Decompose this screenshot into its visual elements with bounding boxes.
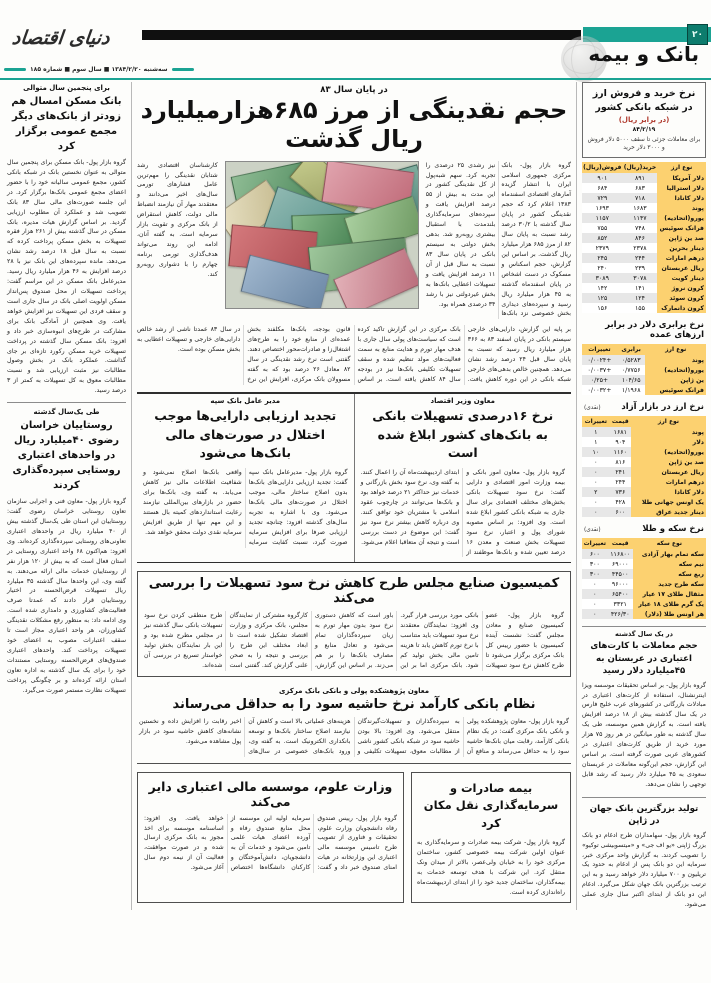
price-value: ۴۲۶/۳۰ [608,609,633,619]
story-bank-maskan [7,84,126,396]
change-value: ۰ [582,497,610,507]
currency-name: یک اونس جهانی طلا [631,497,706,507]
coin-name: ربع سکه [633,569,706,579]
story-body: گروه بازار پول- معاون پژوهشکده پولی و بانکی بانک مرکزی گفت: در یک نظام بانکی کارآمد، رقابت میان بانک‌ها حاشیه سود را به حداقل می‌رساند و منافع آن به سپرده‌گذاران و تسهیلات‌گیرندگان منتقل می‌شود. وی افزود: بالا بودن حاشیه سود در شبکه بانکی کشور ناشی از مطالبات معوق، تسهیلات تکلیفی و هزینه‌های عملیاتی بالا است و کاهش آن نیازمند اصلاح ساختار بانک‌ها و توسعه بانکداری الکترونیک است. به گفته وی، ورود بانک‌های خصوصی در سال‌های اخیر رقابت را افزایش داده و نخستین نشانه‌های کاهش حاشیه سود در بازار پول مشاهده می‌شود. [139,717,569,755]
lead-body-side: کارشناسان اقتصادی رشد شتابان نقدینگی را مهم‌ترین عامل فشارهای تورمی سال‌های اخیر می‌دانند و معتقدند مهار آن نیازمند انضباط مالی دولت، کاهش استقراض از بانک مرکزی و تقویت بازار سرمایه است. به گفته آنان، ادامه این روند می‌تواند هدف‌گذاری تورمی برنامه چهارم را با دشواری روبه‌رو کند. [137,161,218,278]
buy-value: ۶۸۳ [623,183,658,193]
lead-kicker: در پایان سال ۸۳ [320,85,388,95]
currency-name: درهم امارات [657,253,706,263]
currency-name: پوند [657,203,706,213]
change-value: ۰ [582,589,608,599]
column-header: نوع ارز [631,416,706,427]
sell-value: ۱۲۵ [582,293,623,303]
story-kicker: معاون پژوهشکده پولی و بانکی بانک مرکزی [278,686,430,695]
paired-stories [137,392,571,564]
story-headline: بانک مسکن امسال هم زودتر از بانک‌های دیگر مجمع عمومی برگزار کرد [11,96,122,152]
lead-body-main: گروه بازار پول- بانک مرکزی جمهوری اسلامی ایران با انتشار گزیده آمارهای اقتصادی اسفندماه ۱۳۸۳ اعلام کرد که حجم نقدینگی کشور در پایان سال گذشته با ۳۰/۲ درصد رشد نسبت به پایان سال ۸۲ از مرز ۶۸۵ هزار میلیارد ریال گذشت. بر اساس این گزارش، حجم اسکناس و مسکوک در دست اشخاص در پایان اسفندماه گذشته به ۴۵ هزار میلیارد ریال رسید و سپرده‌های دیداری بخش خصوصی نزد بانک‌ها نیز رشدی ۲۵ درصدی را تجربه کرد. سهم شبه‌پول از کل نقدینگی کشور در این مدت به بیش از ۵۵ درصد افزایش یافت و سپرده‌های سرمایه‌گذاری بلندمدت با استقبال بیشتری روبه‌رو شد. بدهی بخش دولتی به سیستم بانکی در پایان سال ۸۳ نسبت به سال قبل از آن ۱۱ درصد افزایش یافت و تسهیلات اعطایی بانک‌ها به بخش غیردولتی نیز با رشد ۳۴ درصدی همراه بود. [425,161,572,318]
coin-name: سکه طرح جدید [633,579,706,589]
story-headline: نظام بانکی کارآمد نرخ حاشیه سود را به حداقل می‌رساند [172,696,536,712]
story-body: گروه بازار پول- معاون فنی و اجرایی سازمان تعاون روستایی خراسان رضوی گفت: روستاییان این استان طی یک‌سال گذشته بیش از ۴۰ میلیارد ریال در واحدهای اعتباری تعاونی‌های روستایی سپرده‌گذاری کرده‌اند. وی افزود: هم‌اکنون ۶۸ واحد اعتباری روستایی در استان فعال است که به بیش از ۱۲۰ هزار نفر از روستاییان خدمات مالی ارائه می‌دهند. به گفته وی، این واحدها سال گذشته ۳۵ میلیارد ریال تسهیلات قرض‌الحسنه در اختیار روستاییان قرار دادند که عمدتا صرف فعالیت‌های کشاورزی و دامداری شده است. وی ادامه داد: به منظور رفع مشکلات نقدینگی کشاورزان، هر واحد اعتباری مجاز است تا سقف اعتبارات مصوب به اعضای خود تسهیلات پرداخت کند. واحدهای اعتباری صندوق‌های قرض‌الحسنه روستایی مستندات خود را برای یک سال گذشته به اداره تعاون استان ارائه کرده‌اند و بر چگونگی پرداخت تسهیلات نظارت مستمر صورت می‌گیرد. [7,498,126,694]
story-khorasan-rural [7,402,126,695]
story-kicker: مدیر عامل بانک سپه [210,396,281,405]
currency-name: صد ین ژاپن [657,233,706,243]
price-value: ۶۵۴۰۰ [608,589,633,599]
currency-name: دلار آمریکا [657,173,706,183]
buy-value: ۳۰۷۸ [623,273,658,283]
table-row [582,193,706,203]
currency-box-subtitle: (در برابر ریال) [618,115,670,124]
story-science-ministry [137,772,404,903]
currency-box-note: برای معاملات جزئی تا سقف ۵۰۰۰ دلار فروش و ۳۰۰۰ دلار خرید [587,136,701,152]
story-headline: بیمه صادرات و سرمایه‌گذاری نقل مکان کرد [423,780,559,831]
table-row [582,173,706,183]
table-title-tag: (نقدی) [584,527,601,534]
column-header: نوع ارز [657,162,706,173]
table-row [582,233,706,243]
header-rule [0,78,711,80]
currency-name: کرون سوئد [657,293,706,303]
table-row [582,559,706,569]
price-value: ۳۳۲۱ [608,599,633,609]
buy-value: ۲۳۹ [623,263,658,273]
currency-name: دینار جدید عراق [631,507,706,517]
currency-name: دینار کویت [657,273,706,283]
column-header: نوع سکه [633,538,706,549]
column-header: تغییرات [582,416,610,427]
story-kicker: برای پنجمین سال متوالی [23,84,110,92]
table-row [582,263,706,273]
top-teal-band [583,27,711,42]
top-black-band [142,30,581,40]
free-market-table [582,416,706,517]
change-value: +۰/۰۰۳۷ [582,365,617,375]
newspaper-logo: دنیای اقتصاد [10,27,111,49]
buy-value: ۱۶۸۳ [623,203,658,213]
sell-value: ۷۵۵ [582,223,623,233]
lead-headline: حجم نقدینگی از مرز ۶۸۵هزارمیلیارد ریال گذشت [140,96,568,153]
change-value: ۰ [582,477,610,487]
change-value: +۰/۰۰۲۴ [582,355,617,365]
table-row [582,273,706,283]
price-value: ۲۴۴ [610,477,631,487]
currency-name: درهم امارات [631,477,706,487]
buy-value: ۲۳۷۸ [623,243,658,253]
column-header: خرید(ریال) [623,164,657,172]
sell-value: ۸۵۲ [582,233,623,243]
story-research-institute [137,685,571,764]
change-value: +۰/۰۰۳۲ [582,385,617,395]
content-grid [0,80,711,910]
coins-table [582,538,706,619]
currency-name: فرانک سوئیس [657,223,706,233]
coins-table-title [582,524,706,534]
price-value: ۶۹۰۰۰ [608,559,633,569]
currency-name: یورو(اتحادیه) [631,447,706,457]
table-row [582,549,706,559]
currency-sidebar [582,82,706,910]
price-value: ۱۱۶۸۰۰ [608,549,633,559]
change-value: ۱۰ [582,447,610,457]
change-value: ۳۰۰ [582,569,608,579]
parity-value: ۰/۷۷۵۶ [617,365,645,375]
left-column [7,82,126,910]
lead-story [137,85,571,385]
page-number-badge: ۲۰ [687,24,708,45]
currency-name: صد ین ژاپن [631,457,706,467]
banknotes-photo [225,161,419,309]
column-header: نوع ارز [645,344,706,355]
price-value: ۴۴۵۰۰ [608,569,633,579]
coin-name: مثقال طلای ۱۷ عیار [633,589,706,599]
buy-value: ۱۵۵ [623,303,658,313]
table-row [582,303,706,313]
story-body: گروه بازار پول- شرکت بیمه صادرات و سرمایه‌گذاری به عنوان اولین شرکت بیمه خصوصی کشور، ساختمان مرکزی خود را به خیابان ولی‌عصر، بالاتر از میدان ونک منتقل کرد. این شرکت با هدف توسعه خدمات به بیمه‌گذاران، ساختمان جدید خود را از ابتدای اردیبهشت‌ماه راه‌اندازی کرده است. [417,839,565,896]
dateline-dash [4,68,26,71]
story-body: گروه بازار پول- عضو کمیسیون صنایع و معادن مجلس گفت: نشست آینده کمیسیون با حضور رییس کل بانک مرکزی برگزار می‌شود تا طرح کاهش نرخ سود تسهیلات بانکی مورد بررسی قرار گیرد. وی افزود: نمایندگان معتقدند نرخ سود تسهیلات باید متناسب با نرخ تورم کاهش یابد تا هزینه تامین مالی بخش تولید کم شود. بانک مرکزی اما بر این باور است که کاهش دستوری نرخ سود بدون مهار تورم به زیان سپرده‌گذاران تمام می‌شود و تعادل منابع و مصارف بانک‌ها را بر هم می‌زند. بر اساس این گزارش، کارگروه مشترکی از نمایندگان مجلس، بانک مرکزی و وزارت اقتصاد تشکیل شده است تا ابعاد مختلف این طرح را بررسی و نتیجه را به صحن علنی گزارش کند. گفتنی است طرح منطقی کردن نرخ سود تسهیلات بانکی سال گذشته نیز در مجلس مطرح شده بود و این بار نمایندگان بخش تولید خواستار تسریع در بررسی آن شده‌اند. [144,612,564,670]
buy-value: ۸۴۶ [623,233,658,243]
story-body: گروه بازار پول- بانک مسکن برای پنجمین سال متوالی به عنوان نخستین بانک در شبکه بانکی کشور، مجمع عمومی سالیانه خود را با حضور اعضای مجمع عمومی بانک‌ها برگزار کرد. در این جلسه صورت‌های مالی سال ۸۳ بانک تصویب شد و عملکرد آن مطلوب ارزیابی گردید. بر اساس گزارش هیات مدیره، بانک مسکن در سال گذشته بیش از ۲۶۱ هزار فقره تسهیلات به بخش مسکن پرداخت کرده که نسبت به سال قبل ۱۸ درصد رشد نشان می‌دهد. مانده سپرده‌های این بانک نیز با ۲۸ درصد افزایش به ۴۶ هزار میلیارد ریال رسید. مدیرعامل بانک مسکن در این مراسم گفت: پرداخت تسهیلات از محل صندوق پس‌انداز مسکن اولویت اصلی بانک در سال جاری است و سقف فردی این تسهیلات نیز افزایش خواهد یافت. وی همچنین از آمادگی بانک برای مشارکت در طرح‌های انبوه‌سازی خبر داد و افزود: بانک مسکن سال گذشته در پرداخت تسهیلات خرید مسکن رکورد تازه‌ای بر جای گذاشت. عملکرد بانک در بخش وصول مطالبات نیز مثبت ارزیابی شد و نسبت مطالبات معوق به کل تسهیلات به کمتر از ۳ درصد رسید. [7,159,127,395]
table-row [582,293,706,303]
table-row [582,447,706,457]
price-value: ۱۶۸۱ [610,427,631,437]
table-row [582,487,706,497]
brief-body: گروه بازار پول- بر اساس تحقیقات موسسه ویزا اینترنشنال، استفاده از کارت‌های اعتباری در مبادلات بازرگانی در کشورهای عرب خلیج فارس در یک سال گذشته بیش از ۱۸ درصد افزایش یافته است. به گزارش همین موسسه، طی یک سال گذشته به طور میانگین در هر روز ۷۵ هزار مورد خرید از طریق کارت‌های اعتباری در کشورهای عربی صورت گرفته است. بر اساس این گزارش، حجم این‌گونه معاملات در عربستان سعودی به ۴۵ میلیارد دلار رسید که رشد قابل توجهی را نشان می‌دهد. [582,681,706,788]
sell-value: ۲۴۵ [582,253,623,263]
table-row [582,243,706,253]
buy-value: ۱۱۴۷ [623,213,658,223]
sell-value: ۹۰۱ [582,173,623,183]
table-title-tag: (نقدی) [584,405,601,412]
story-kicker: طی یک‌سال گذشته [33,408,100,417]
currency-name: دلار کانادا [631,487,706,497]
currency-name: کرون نروژ [657,283,706,293]
parity-value: ۰/۵۲۸۳ [617,355,645,365]
table-row [582,213,706,223]
change-value: ۲ [582,487,610,497]
bank-rates-header [582,162,706,173]
lead-body-row [137,161,571,320]
story-headline: تجدید ارزیابی دارایی‌ها موجب اختلال در صورت‌های مالی بانک‌ها می‌شود [154,407,337,461]
table-row [582,497,706,507]
currency-name: پوند [631,427,706,437]
buy-value: ۷۱۸ [623,193,658,203]
buy-value: ۸۹۱ [623,173,658,183]
price-value: ۶۰۰ [610,507,631,517]
sidebar-brief-japan-bank [582,797,706,910]
table-row [582,589,706,599]
table-row [582,507,706,517]
table-row [582,283,706,293]
currency-name: فرانک سوئیس [645,385,706,395]
table-row [582,457,706,467]
buy-value: ۱۲۴ [623,293,658,303]
price-value: ۹۶۰۰۰ [608,579,633,589]
price-value: ۷۳۶ [610,487,631,497]
currency-name: یورو(اتحادیه) [657,213,706,223]
free-market-table-title [582,402,706,412]
story-headline: وزارت علوم، موسسه مالی اعتباری دایر می‌کند [148,778,393,809]
story-bank-sepah [137,394,355,563]
column-header: فروش(ریال) [583,164,622,172]
table-title-text: نرخ سکه و طلا [642,524,704,535]
change-value: ۰ [582,507,610,517]
table-row [582,365,706,375]
currency-rates-box [582,82,706,158]
currency-name: ین ژاپن [645,375,706,385]
change-value: ۱ [582,427,610,437]
brief-kicker: در یک سال گذشته [615,630,673,639]
change-value: ۳۰۰ [582,559,608,569]
story-kicker: معاون وزیر اقتصاد [430,396,495,405]
lead-body-bottom: بر پایه این گزارش، دارایی‌های خارجی سیستم بانکی در پایان اسفند ۸۳ به ۳۶۶ هزار میلیارد ریال رسید که نسبت به پایان سال قبل ۲۴ درصد رشد نشان می‌دهد. همچنین خالص بدهی‌های خارجی شبکه بانکی در این دوره کاهش یافت. بانک مرکزی در این گزارش تاکید کرده است که سیاست‌های پولی سال جاری با هدف مهار تورم و هدایت منابع به سمت فعالیت‌های مولد تنظیم شده و سقف تسهیلات تکلیفی بانک‌ها نیز در بودجه سال ۸۴ کاهش یافته است. بر اساس قانون بودجه، بانک‌ها مکلفند بخش عمده‌ای از منابع خود را به طرح‌های اشتغال‌زا و صادرات‌محور اختصاص دهند. گفتنی است نرخ رشد نقدینگی در سال ۸۲ معادل ۲۶ درصد بود که به گفته مسوولان بانک مرکزی، افزایش این نرخ در سال ۸۳ عمدتا ناشی از رشد خالص دارایی‌های خارجی و تسهیلات اعطایی به بخش مسکن بوده است. [137,326,571,383]
column-header: تغییرات [583,540,606,548]
story-commission [137,571,571,677]
change-value: ۶۰۰ [582,549,608,559]
table-row [582,467,706,477]
parity-table-title [582,320,706,340]
change-value: ۰ [582,467,610,477]
table-title-text: نرخ ارز در بازار آزاد [621,402,704,413]
buy-value: ۱۴۱ [623,283,658,293]
sidebar-brief-saudi-cards [582,626,706,790]
table-row [582,385,706,395]
sell-value: ۶۸۴ [582,183,623,193]
buy-value: ۲۴۴ [623,253,658,263]
story-headline: نرخ ۱۶درصدی تسهیلات بانکی به بانک‌های کشور ابلاغ شده است [372,407,554,461]
table-row [582,477,706,487]
price-value: ۴۲۸ [610,497,631,507]
story-deputy-minister [355,394,572,563]
sell-value: ۱۴۲ [582,283,623,293]
change-value: ۰ [582,579,608,589]
story-body: گروه بازار پول- مدیرعامل بانک سپه گفت: تجدید ارزیابی دارایی‌های بانک‌ها بدون اصلاح ساختار مالی، موجب اختلال در صورت‌های مالی بانک‌ها می‌شود. وی با اشاره به تجربه سال‌های گذشته افزود: چنانچه تجدید ارزیابی صرفا برای افزایش سرمایه صورت گیرد، نسبت کفایت سرمایه واقعی بانک‌ها اصلاح نمی‌شود و شفافیت اطلاعات مالی نیز کاهش می‌یابد. به گفته وی، بانک‌ها برای حضور در بازارهای بین‌المللی نیازمند رعایت استانداردهای کمیته بال هستند و این مهم تنها از طریق افزایش سرمایه نقدی دولت محقق خواهد شد. [143,469,348,546]
free-market-header [582,416,706,427]
currency-name: یورو(اتحادیه) [645,365,706,375]
column-header: قیمت [610,416,631,427]
story-headline: روستاییان خراسان رضوی ۴۰میلیارد ریال در واحدهای اعتباری روستایی سپرده‌گذاری کردند [12,420,121,492]
story-body: گروه بازار پول- معاون امور بانکی و بیمه وزارت امور اقتصادی و دارایی گفت: نرخ سود تسهیلات بانکی بخش‌های مختلف اقتصادی برای سال جاری به شبکه بانکی کشور ابلاغ شده است. وی افزود: بر اساس مصوبه شورای پول و اعتبار، نرخ سود تسهیلات بخش صنعت و معدن ۱۶ درصد تعیین شده و بانک‌ها موظفند از ابتدای اردیبهشت‌ماه آن را اعمال کنند. به گفته وی، نرخ سود بخش بازرگانی و خدمات نیز حداکثر ۲۱ درصد خواهد بود و بانک‌ها می‌توانند در چارچوب عقود اسلامی با مشتریان خود توافق کنند. وی درباره کاهش بیشتر نرخ سود نیز گفت: این موضوع در دست بررسی است و نتیجه آن متعاقبا اعلام می‌شود. [360,469,565,556]
sell-value: ۲۳۷۹ [582,243,623,253]
buy-value: ۷۴۸ [623,223,658,233]
story-body: گروه بازار پول- رییس صندوق رفاه دانشجویان وزارت علوم، تحقیقات و فناوری از تصویب طرح تاسیس موسسه مالی اعتباری این وزارتخانه در هیات امنای صندوق خبر داد و گفت: سرمایه اولیه این موسسه از محل منابع صندوق رفاه و آورده اعضای هیات علمی تامین می‌شود و خدمات آن به دانشجویان، دانش‌آموختگان و کارکنان دانشگاه‌ها اختصاص خواهد یافت. وی افزود: اساسنامه موسسه برای اخذ مجوز به بانک مرکزی ارسال شده و در صورت موافقت، فعالیت آن از نیمه دوم سال آغاز می‌شود. [144,814,397,872]
table-row [582,569,706,579]
story-headline: کمیسیون صنایع مجلس طرح کاهش نرخ سود تسهیلات را بررسی می‌کند [148,576,560,607]
center-column [131,82,577,910]
coins-header [582,538,706,549]
table-row [582,375,706,385]
brief-body: گروه بازار پول- سهامداران طرح ادغام دو بانک بزرگ ژاپنی «یو اف جی» و «میتسوبیشی توکیو» را تصویب کردند. به گزارش واحد مرکزی خبر، سرمایه این دو بانک پس از ادغام به حدود یک تریلیون و ۷۰۰ میلیارد دلار خواهد رسید و به این ترتیب بزرگترین بانک جهان شکل می‌گیرد. ادغام این دو بانک از ابتدای اکتبر سال جاری عملی می‌شود. [581,831,707,909]
table-row [582,203,706,213]
table-row [582,427,706,437]
table-row [582,599,706,609]
sell-value: ۲۴۰ [582,263,623,273]
table-row [582,609,706,619]
table-row [582,437,706,447]
story-insurance-relocation [411,772,571,903]
price-value: ۹۰۴ [610,437,631,447]
parity-header [582,344,706,355]
change-value: ۱ [582,437,610,447]
currency-name: ریال عربستان [631,467,706,477]
price-value: ۱۱۶۰ [610,447,631,457]
currency-name: دینار بحرین [657,243,706,253]
parity-value: ۱۰۴/۶۵ [617,375,645,385]
coin-name: یک گرم طلای ۱۸ عیار [633,599,706,609]
currency-name: دلار استرالیا [657,183,706,193]
change-value: ۰ [582,609,608,619]
bank-rates-table [582,162,706,313]
table-row [582,223,706,233]
page-header [0,0,711,80]
sell-value: ۱۵۶ [582,303,623,313]
column-header: برابری [617,344,645,355]
column-header: قیمت [608,538,633,549]
change-value: +۰/۲۵ [582,375,617,385]
table-row [582,355,706,365]
currency-name: ریال عربستان [657,263,706,273]
parity-table [582,344,706,395]
sell-value: ۷۲۹ [582,193,623,203]
dateline-dash [172,68,194,71]
table-row [582,579,706,589]
coin-name: سکه تمام بهار آزادی [633,549,706,559]
currency-name: کرون دانمارک [657,303,706,313]
brief-headline: حجم معاملات با کارت‌های اعتباری در عربستان به ۴۵میلیارد دلار رسید [590,641,698,677]
dateline-text: سه‌شنبه ۱۳۸۴/۲/۲۰ ■ سال سوم ■ شماره ۱۸۵ [30,66,168,73]
currency-name: دلار کانادا [657,193,706,203]
table-title-text: نرخ برابری دلار در برابر ارزهای عمده [605,320,704,341]
sell-value: ۱۱۵۷ [582,213,623,223]
currency-name: پوند [645,355,706,365]
dateline [4,66,194,73]
coin-name: نیم سکه [633,559,706,569]
coin-name: هر اونس طلا (دلار) [633,609,706,619]
column-header: تغییرات [582,344,617,355]
currency-box-title: نرخ خرید و فروش ارز در شبکه بانکی کشور [592,88,696,113]
brief-headline: تولید بزرگترین بانک جهان در ژاپن [589,803,699,827]
bottom-boxes [137,772,571,903]
currency-box-date: ۸۴/۲/۱۹ [632,125,656,133]
sell-value: ۱۶۹۳ [582,203,623,213]
change-value: ۰ [582,457,610,467]
price-value: ۸۱۶ [610,457,631,467]
sell-value: ۳۰۸۹ [582,273,623,283]
parity-value: ۱/۱۹۶۸ [617,385,645,395]
price-value: ۲۴۱ [610,467,631,477]
change-value: ۰ [582,599,608,609]
section-title: بانک و بیمه [588,42,699,66]
table-row [582,183,706,193]
currency-name: دلار [631,437,706,447]
table-row [582,253,706,263]
